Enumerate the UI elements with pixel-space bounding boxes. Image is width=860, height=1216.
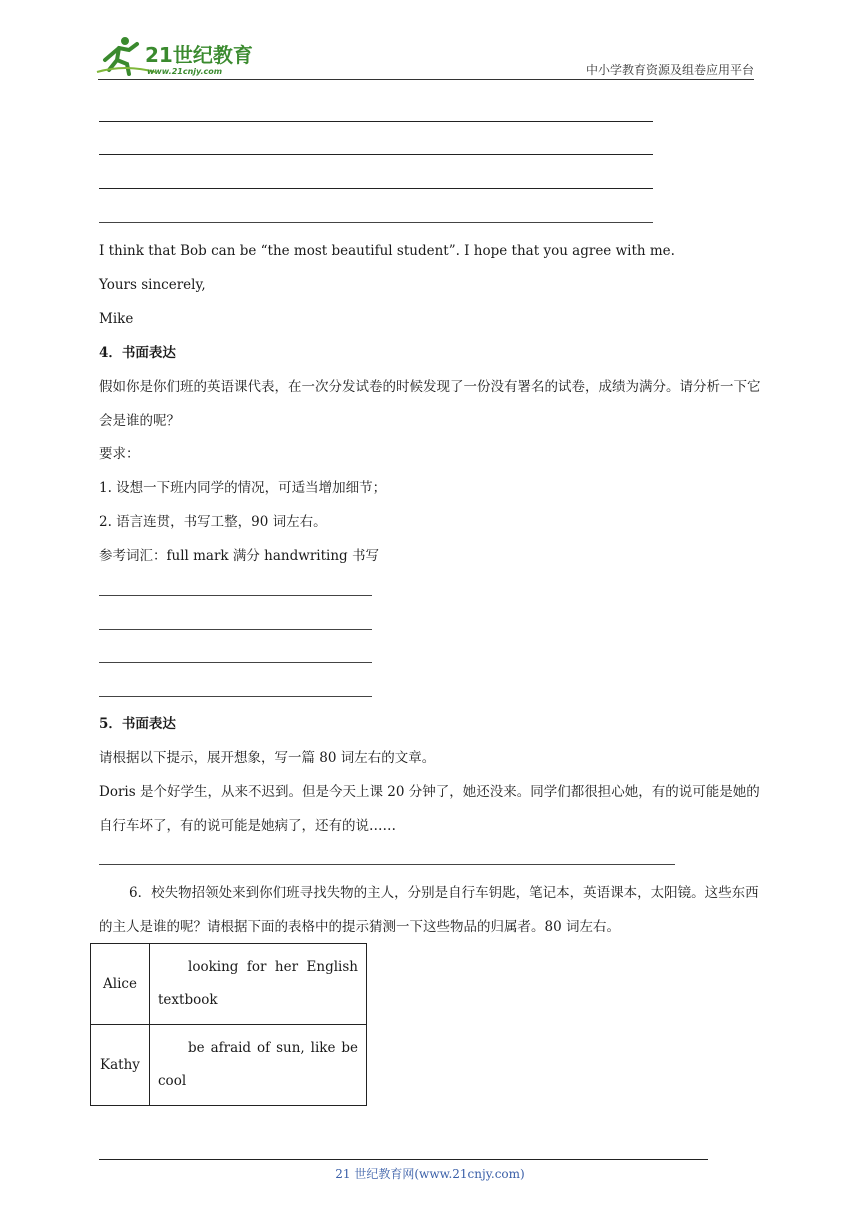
table-row	[91, 944, 367, 1025]
q4-heading	[99, 342, 176, 364]
answer-line	[99, 696, 372, 697]
q4-requirements-label: 要求：	[99, 446, 140, 462]
q6-text	[99, 876, 771, 944]
footer-divider	[99, 1159, 708, 1160]
table-cell-clue	[150, 1025, 367, 1106]
q6-prompt: 6．校失物招领处来到你们班寻找失物的主人，分别是自行车钥匙，笔记本，英语课本，太阳镜。这些东西的主人是谁的呢？请根据下面的表格中的提示猜测一下这些物品的归属者。80 词左右。	[99, 885, 759, 935]
q5-prompt: 请根据以下提示，展开想象，写一篇 80 词左右的文章。	[99, 750, 436, 766]
answer-line	[99, 154, 653, 155]
site-logo	[95, 34, 265, 78]
q4-requirement-2: 2. 语言连贯，书写工整，90 词左右。	[99, 514, 327, 530]
q4-title: 书面表达	[121, 345, 176, 361]
answer-line	[99, 595, 372, 596]
q5-number: 5．	[99, 716, 122, 732]
answer-line	[99, 864, 675, 865]
closing-sentence: I think that Bob can be “the most beautiful student”. I hope that you agree with me.	[99, 243, 675, 259]
q5-story: Doris 是个好学生，从来不迟到。但是今天上课 20 分钟了，她还没来。同学们都很担心她，有的说可能是她的自行车坏了，有的说可能是她病了，还有的说……	[99, 784, 760, 834]
header-divider	[98, 79, 754, 80]
q4-requirement-1: 1. 设想一下班内同学的情况，可适当增加细节；	[99, 480, 387, 496]
q4-prompt: 假如你是你们班的英语课代表，在一次分发试卷的时候发现了一份没有署名的试卷，成绩为满分。请分析一下它会是谁的呢？	[99, 379, 761, 429]
q5-heading	[99, 713, 176, 735]
clue-text: be afraid of sun, like be cool	[158, 1040, 358, 1089]
q4-number: 4．	[99, 345, 122, 361]
answer-line	[99, 188, 653, 189]
platform-name: 中小学教育资源及组卷应用平台	[585, 63, 754, 77]
logo-text: 21世纪教育	[145, 43, 253, 67]
logo-url: www.21cnjy.com	[147, 67, 223, 76]
answer-line	[99, 662, 372, 663]
table-cell-name: Alice	[91, 944, 150, 1025]
answer-line	[99, 629, 372, 630]
answer-line	[99, 222, 653, 223]
q5-title: 书面表达	[121, 716, 176, 732]
clue-text: looking for her English textbook	[158, 959, 358, 1008]
q4-vocabulary: 参考词汇：full mark 满分 handwriting 书写	[99, 548, 379, 564]
signature: Mike	[99, 311, 134, 327]
table-cell-name: Kathy	[91, 1025, 150, 1106]
footer-link[interactable]: 21 世纪教育网(www.21cnjy.com)	[335, 1167, 525, 1181]
table-row	[91, 1025, 367, 1106]
sign-off: Yours sincerely,	[99, 277, 206, 293]
answer-line	[99, 121, 653, 122]
clue-table	[90, 943, 367, 1106]
table-cell-clue	[150, 944, 367, 1025]
